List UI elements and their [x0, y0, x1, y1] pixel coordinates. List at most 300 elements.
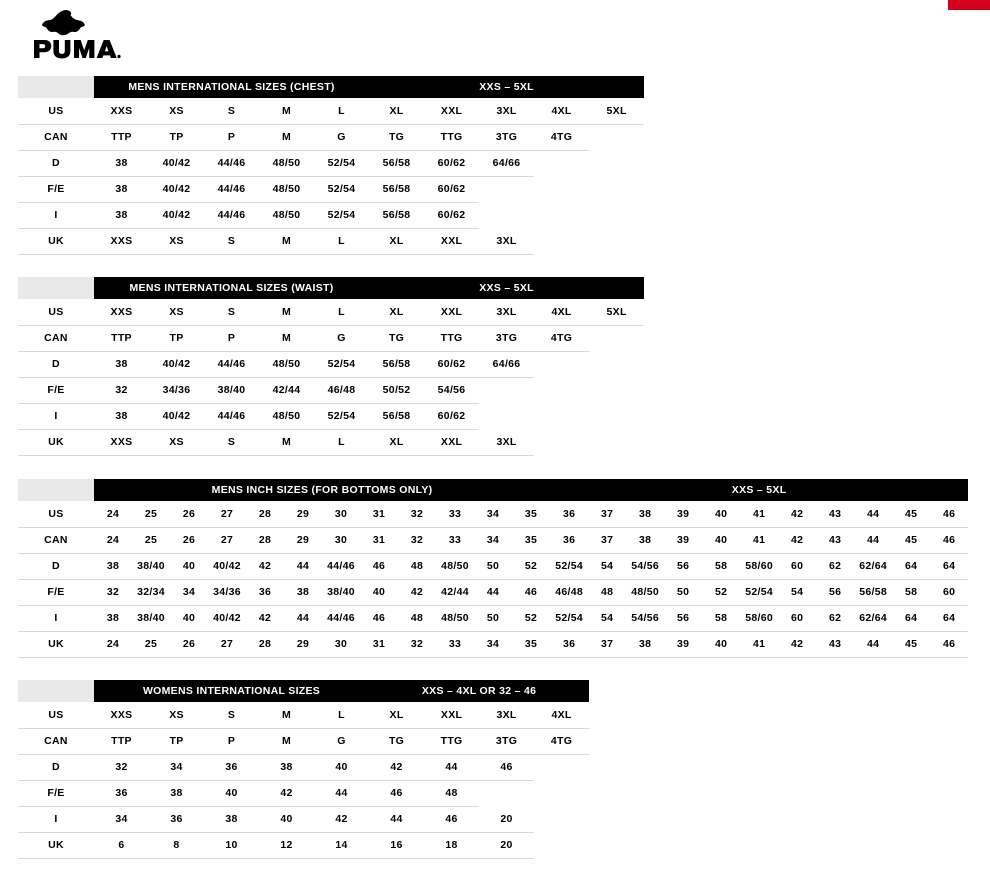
size-cell: 52/54: [550, 553, 588, 579]
size-cell: [534, 377, 589, 403]
size-cell: 48/50: [436, 605, 474, 631]
size-cell: 29: [284, 631, 322, 657]
size-cell: 44/46: [204, 351, 259, 377]
size-cell: [589, 176, 644, 202]
size-cell: 38: [204, 806, 259, 832]
size-cell: TP: [149, 124, 204, 150]
size-cell: [534, 228, 589, 254]
table-womens-international: [18, 680, 589, 859]
size-cell: 38: [626, 527, 664, 553]
table-header-row: [18, 680, 589, 702]
table-row: [18, 299, 644, 325]
table-row: [18, 806, 589, 832]
size-cell: [589, 351, 644, 377]
size-cell: 64: [930, 553, 968, 579]
size-cell: M: [259, 98, 314, 124]
size-cell: 44: [284, 605, 322, 631]
size-cell: 38/40: [132, 605, 170, 631]
size-cell: 25: [132, 631, 170, 657]
table-header-row: [18, 479, 968, 501]
size-cell: TTP: [94, 124, 149, 150]
size-cell: 39: [664, 501, 702, 527]
table-row: [18, 728, 589, 754]
size-cell: 34: [149, 754, 204, 780]
size-cell: 48: [398, 605, 436, 631]
size-cell: [479, 780, 534, 806]
size-cell: 62: [816, 553, 854, 579]
size-cell: L: [314, 702, 369, 728]
size-cell: 38: [94, 150, 149, 176]
size-cell: 54: [778, 579, 816, 605]
size-cell: [479, 176, 534, 202]
table-corner-cell: [18, 680, 94, 702]
size-cell: 62/64: [854, 605, 892, 631]
size-cell: 14: [314, 832, 369, 858]
size-cell: 3TG: [479, 728, 534, 754]
size-cell: 54/56: [626, 605, 664, 631]
size-cell: P: [204, 728, 259, 754]
size-cell: 27: [208, 501, 246, 527]
size-cell: 30: [322, 501, 360, 527]
size-cell: 42/44: [259, 377, 314, 403]
size-cell: 43: [816, 527, 854, 553]
size-cell: 58/60: [740, 605, 778, 631]
size-cell: 37: [588, 527, 626, 553]
table-row: [18, 754, 589, 780]
table-row: [18, 429, 644, 455]
size-cell: 56: [816, 579, 854, 605]
size-cell: 45: [892, 631, 930, 657]
row-label: D: [18, 351, 94, 377]
size-cell: 42: [398, 579, 436, 605]
size-cell: 52/54: [314, 150, 369, 176]
size-cell: 37: [588, 501, 626, 527]
size-cell: 46: [512, 579, 550, 605]
size-cell: L: [314, 98, 369, 124]
size-cell: 58: [702, 553, 740, 579]
table-mens-international-chest: [18, 76, 644, 255]
row-label: F/E: [18, 176, 94, 202]
size-cell: 34/36: [149, 377, 204, 403]
size-cell: 30: [322, 631, 360, 657]
table-row: [18, 501, 968, 527]
size-cell: 29: [284, 527, 322, 553]
table-row: [18, 98, 644, 124]
size-cell: 64/66: [479, 351, 534, 377]
size-cell: 36: [550, 527, 588, 553]
row-label: US: [18, 702, 94, 728]
size-cell: [589, 403, 644, 429]
size-cell: 40: [702, 631, 740, 657]
size-cell: XL: [369, 98, 424, 124]
size-cell: 44: [314, 780, 369, 806]
size-cell: 46: [930, 631, 968, 657]
size-cell: XL: [369, 228, 424, 254]
size-cell: 44/46: [204, 150, 259, 176]
size-cell: 38: [149, 780, 204, 806]
size-cell: 40/42: [208, 605, 246, 631]
size-cell: 4XL: [534, 98, 589, 124]
size-table-mens-inch-bottoms: [18, 479, 968, 658]
size-cell: 27: [208, 631, 246, 657]
size-cell: 56/58: [854, 579, 892, 605]
table-header-row: [18, 277, 644, 299]
size-cell: [589, 202, 644, 228]
size-cell: 5XL: [589, 299, 644, 325]
row-label: F/E: [18, 780, 94, 806]
size-cell: 64: [892, 605, 930, 631]
size-cell: [589, 325, 644, 351]
size-cell: 58: [702, 605, 740, 631]
size-cell: 34: [474, 501, 512, 527]
size-cell: 34: [170, 579, 208, 605]
size-cell: TP: [149, 728, 204, 754]
size-cell: 34: [474, 631, 512, 657]
size-cell: 32/34: [132, 579, 170, 605]
size-cell: 42: [778, 631, 816, 657]
size-cell: [534, 351, 589, 377]
row-label: D: [18, 754, 94, 780]
size-cell: 46: [930, 501, 968, 527]
size-cell: S: [204, 98, 259, 124]
size-cell: 56: [664, 605, 702, 631]
size-cell: XXL: [424, 228, 479, 254]
size-cell: 60: [778, 553, 816, 579]
size-cell: 32: [94, 377, 149, 403]
table-title: MENS INTERNATIONAL SIZES (WAIST): [94, 277, 369, 299]
size-cell: 42/44: [436, 579, 474, 605]
size-cell: 64: [892, 553, 930, 579]
size-table-womens-international: [18, 680, 589, 859]
size-cell: 46: [424, 806, 479, 832]
size-cell: 41: [740, 527, 778, 553]
size-cell: 40/42: [149, 150, 204, 176]
size-cell: P: [204, 124, 259, 150]
size-cell: XXS: [94, 228, 149, 254]
size-cell: 40: [170, 605, 208, 631]
size-cell: 4TG: [534, 124, 589, 150]
row-label: I: [18, 403, 94, 429]
size-cell: 38: [94, 202, 149, 228]
row-label: D: [18, 150, 94, 176]
size-cell: L: [314, 429, 369, 455]
size-cell: 24: [94, 501, 132, 527]
table-row: [18, 631, 968, 657]
size-cell: M: [259, 325, 314, 351]
size-cell: TTG: [424, 325, 479, 351]
size-cell: 40: [204, 780, 259, 806]
size-cell: [479, 202, 534, 228]
size-cell: 31: [360, 631, 398, 657]
size-cell: 60/62: [424, 176, 479, 202]
size-cell: 37: [588, 631, 626, 657]
size-cell: 42: [778, 527, 816, 553]
size-cell: 38/40: [132, 553, 170, 579]
size-cell: 38: [94, 176, 149, 202]
size-cell: [534, 832, 589, 858]
size-cell: XL: [369, 299, 424, 325]
row-label: US: [18, 501, 94, 527]
size-cell: 38: [259, 754, 314, 780]
size-cell: 28: [246, 501, 284, 527]
accent-bar: [948, 0, 990, 10]
size-cell: 32: [94, 754, 149, 780]
size-cell: P: [204, 325, 259, 351]
size-cell: 42: [314, 806, 369, 832]
table-row: [18, 832, 589, 858]
size-cell: M: [259, 728, 314, 754]
size-cell: 52: [512, 553, 550, 579]
row-label: F/E: [18, 377, 94, 403]
size-cell: 48/50: [259, 202, 314, 228]
size-cell: 44: [854, 527, 892, 553]
size-cell: 38: [94, 351, 149, 377]
table-row: [18, 553, 968, 579]
size-cell: M: [259, 124, 314, 150]
size-cell: 48/50: [436, 553, 474, 579]
size-cell: 40/42: [149, 202, 204, 228]
table-row: [18, 605, 968, 631]
size-cell: XL: [369, 702, 424, 728]
size-cell: 35: [512, 527, 550, 553]
size-cell: 56/58: [369, 176, 424, 202]
size-cell: 48/50: [259, 351, 314, 377]
size-cell: 44: [369, 806, 424, 832]
table-row: [18, 377, 644, 403]
size-cell: 50: [664, 579, 702, 605]
size-cell: 54: [588, 605, 626, 631]
size-cell: 25: [132, 501, 170, 527]
size-cell: XL: [369, 429, 424, 455]
size-cell: 56/58: [369, 351, 424, 377]
size-cell: 38: [626, 501, 664, 527]
size-cell: 54: [588, 553, 626, 579]
row-label: F/E: [18, 579, 94, 605]
size-cell: 8: [149, 832, 204, 858]
size-cell: [534, 202, 589, 228]
size-cell: 56/58: [369, 403, 424, 429]
size-cell: 36: [149, 806, 204, 832]
size-cell: 41: [740, 501, 778, 527]
size-cell: [534, 429, 589, 455]
size-cell: 50: [474, 553, 512, 579]
size-cell: XXL: [424, 429, 479, 455]
size-cell: 24: [94, 631, 132, 657]
size-cell: 64/66: [479, 150, 534, 176]
size-cell: 25: [132, 527, 170, 553]
size-cell: 62: [816, 605, 854, 631]
size-cell: 4TG: [534, 728, 589, 754]
size-cell: 4XL: [534, 702, 589, 728]
table-corner-cell: [18, 76, 94, 98]
size-cell: 38: [626, 631, 664, 657]
size-cell: 48: [424, 780, 479, 806]
size-cell: 48/50: [259, 403, 314, 429]
size-cell: 52/54: [550, 605, 588, 631]
size-cell: G: [314, 325, 369, 351]
size-cell: 24: [94, 527, 132, 553]
size-cell: XXS: [94, 429, 149, 455]
size-cell: TTP: [94, 728, 149, 754]
size-cell: M: [259, 228, 314, 254]
size-cell: 60/62: [424, 351, 479, 377]
table-range-label: XXS – 4XL OR 32 – 46: [369, 680, 589, 702]
size-cell: 18: [424, 832, 479, 858]
size-cell: 4XL: [534, 299, 589, 325]
row-label: US: [18, 98, 94, 124]
size-cell: 36: [204, 754, 259, 780]
size-cell: XS: [149, 228, 204, 254]
size-cell: 48/50: [259, 150, 314, 176]
size-cell: 42: [259, 780, 314, 806]
table-range-label: XXS – 5XL: [550, 479, 968, 501]
size-cell: 60: [930, 579, 968, 605]
size-cell: [534, 806, 589, 832]
size-cell: 32: [398, 527, 436, 553]
size-cell: 43: [816, 501, 854, 527]
size-cell: 60: [778, 605, 816, 631]
size-cell: XS: [149, 299, 204, 325]
size-cell: 44: [474, 579, 512, 605]
size-cell: 38: [94, 553, 132, 579]
table-range-label: XXS – 5XL: [369, 277, 644, 299]
row-label: CAN: [18, 527, 94, 553]
size-cell: 3XL: [479, 702, 534, 728]
row-label: CAN: [18, 124, 94, 150]
size-cell: 32: [398, 631, 436, 657]
size-cell: [534, 403, 589, 429]
size-table-mens-international-chest: [18, 76, 644, 255]
table-row: [18, 579, 968, 605]
size-cell: XXS: [94, 98, 149, 124]
size-cell: [479, 377, 534, 403]
size-cell: 42: [369, 754, 424, 780]
size-cell: 3TG: [479, 325, 534, 351]
size-cell: [534, 150, 589, 176]
size-cell: 33: [436, 631, 474, 657]
table-row: [18, 124, 644, 150]
size-cell: 46: [360, 553, 398, 579]
row-label: I: [18, 806, 94, 832]
size-cell: TG: [369, 124, 424, 150]
size-cell: 46: [369, 780, 424, 806]
size-cell: 20: [479, 806, 534, 832]
size-cell: 46/48: [314, 377, 369, 403]
row-label: I: [18, 605, 94, 631]
table-row: [18, 780, 589, 806]
size-cell: XXL: [424, 299, 479, 325]
size-cell: S: [204, 228, 259, 254]
size-cell: M: [259, 299, 314, 325]
size-cell: L: [314, 299, 369, 325]
row-label: UK: [18, 631, 94, 657]
size-cell: 36: [246, 579, 284, 605]
size-cell: 4TG: [534, 325, 589, 351]
size-cell: 16: [369, 832, 424, 858]
size-cell: 34: [474, 527, 512, 553]
puma-cat-logo-icon: [18, 8, 148, 60]
row-label: I: [18, 202, 94, 228]
table-corner-cell: [18, 479, 94, 501]
size-cell: 35: [512, 631, 550, 657]
size-cell: S: [204, 429, 259, 455]
size-cell: 10: [204, 832, 259, 858]
size-cell: 52/54: [314, 202, 369, 228]
size-cell: 43: [816, 631, 854, 657]
table-row: [18, 702, 589, 728]
size-cell: 27: [208, 527, 246, 553]
size-cell: 44: [284, 553, 322, 579]
size-cell: 62/64: [854, 553, 892, 579]
size-cell: 36: [94, 780, 149, 806]
size-cell: 36: [550, 631, 588, 657]
size-cell: 3XL: [479, 429, 534, 455]
size-cell: TTP: [94, 325, 149, 351]
table-corner-cell: [18, 277, 94, 299]
size-cell: 48: [398, 553, 436, 579]
size-cell: 44/46: [322, 605, 360, 631]
size-cell: 60/62: [424, 202, 479, 228]
table-mens-international-waist: [18, 277, 644, 456]
size-cell: 3TG: [479, 124, 534, 150]
size-cell: 28: [246, 527, 284, 553]
size-cell: 41: [740, 631, 778, 657]
table-header-row: [18, 76, 644, 98]
size-cell: [534, 780, 589, 806]
size-cell: 5XL: [589, 98, 644, 124]
row-label: CAN: [18, 728, 94, 754]
size-cell: 52: [512, 605, 550, 631]
size-cell: 48: [588, 579, 626, 605]
row-label: US: [18, 299, 94, 325]
size-cell: 60/62: [424, 403, 479, 429]
size-cell: 44/46: [322, 553, 360, 579]
table-row: [18, 150, 644, 176]
size-cell: M: [259, 702, 314, 728]
size-cell: 34: [94, 806, 149, 832]
size-cell: XXL: [424, 98, 479, 124]
size-cell: XS: [149, 429, 204, 455]
size-cell: 32: [94, 579, 132, 605]
table-title: WOMENS INTERNATIONAL SIZES: [94, 680, 369, 702]
size-cell: [534, 754, 589, 780]
size-cell: 46: [930, 527, 968, 553]
table-row: [18, 351, 644, 377]
size-cell: TTG: [424, 728, 479, 754]
size-cell: 38: [94, 605, 132, 631]
size-cell: 38: [94, 403, 149, 429]
size-cell: 45: [892, 527, 930, 553]
size-cell: XS: [149, 98, 204, 124]
size-cell: [589, 377, 644, 403]
size-cell: 42: [778, 501, 816, 527]
row-label: UK: [18, 429, 94, 455]
table-row: [18, 176, 644, 202]
size-cell: 40: [314, 754, 369, 780]
size-cell: [589, 124, 644, 150]
size-cell: 35: [512, 501, 550, 527]
table-range-label: XXS – 5XL: [369, 76, 644, 98]
size-cell: 44/46: [204, 176, 259, 202]
size-cell: 52: [702, 579, 740, 605]
table-row: [18, 325, 644, 351]
size-cell: 44: [424, 754, 479, 780]
size-cell: 44: [854, 501, 892, 527]
size-cell: 29: [284, 501, 322, 527]
size-cell: 39: [664, 631, 702, 657]
size-cell: 46: [479, 754, 534, 780]
table-row: [18, 202, 644, 228]
